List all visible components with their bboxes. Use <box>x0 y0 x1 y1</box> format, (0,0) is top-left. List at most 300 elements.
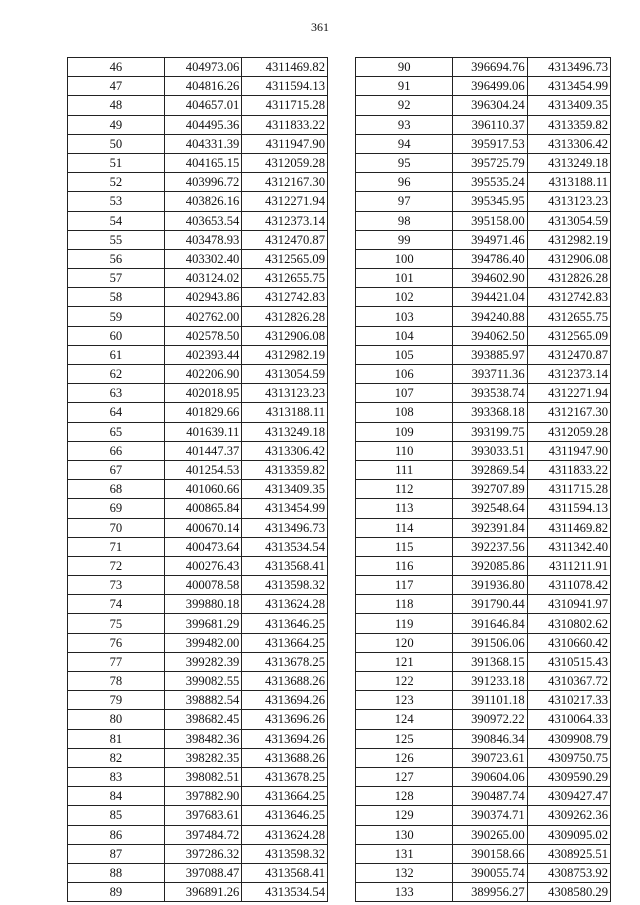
point-number-cell: 127 <box>356 767 453 786</box>
y-coordinate-cell: 4312271.94 <box>527 384 610 403</box>
x-coordinate-cell: 394240.88 <box>453 307 527 326</box>
point-number-cell: 96 <box>356 173 453 192</box>
table-row <box>68 518 328 537</box>
point-number-cell: 118 <box>356 595 453 614</box>
point-number-cell: 109 <box>356 422 453 441</box>
y-coordinate-cell: 4312470.87 <box>242 230 328 249</box>
x-coordinate-cell: 400865.84 <box>164 499 242 518</box>
y-coordinate-cell: 4313534.54 <box>242 537 328 556</box>
y-coordinate-cell: 4313646.25 <box>242 806 328 825</box>
point-number-cell: 132 <box>356 863 453 882</box>
table-row <box>356 460 611 479</box>
point-number-cell: 125 <box>356 729 453 748</box>
y-coordinate-cell: 4313678.25 <box>242 767 328 786</box>
y-coordinate-cell: 4312271.94 <box>242 192 328 211</box>
table-row <box>68 173 328 192</box>
table-row <box>68 806 328 825</box>
y-coordinate-cell: 4311947.90 <box>527 441 610 460</box>
y-coordinate-cell: 4313688.26 <box>242 672 328 691</box>
y-coordinate-cell: 4308580.29 <box>527 883 610 902</box>
x-coordinate-cell: 390374.71 <box>453 806 527 825</box>
x-coordinate-cell: 404495.36 <box>164 115 242 134</box>
x-coordinate-cell: 398882.54 <box>164 691 242 710</box>
y-coordinate-cell: 4313688.26 <box>242 748 328 767</box>
x-coordinate-cell: 392707.89 <box>453 480 527 499</box>
table-row <box>356 77 611 96</box>
point-number-cell: 65 <box>68 422 165 441</box>
point-number-cell: 128 <box>356 787 453 806</box>
point-number-cell: 76 <box>68 633 165 652</box>
x-coordinate-cell: 400473.64 <box>164 537 242 556</box>
table-row <box>68 192 328 211</box>
table-row <box>356 825 611 844</box>
x-coordinate-cell: 397882.90 <box>164 787 242 806</box>
point-number-cell: 88 <box>68 863 165 882</box>
y-coordinate-cell: 4310941.97 <box>527 595 610 614</box>
point-number-cell: 75 <box>68 614 165 633</box>
x-coordinate-cell: 403124.02 <box>164 269 242 288</box>
point-number-cell: 87 <box>68 844 165 863</box>
x-coordinate-cell: 397088.47 <box>164 863 242 882</box>
y-coordinate-cell: 4312373.14 <box>527 365 610 384</box>
table-row <box>356 710 611 729</box>
point-number-cell: 126 <box>356 748 453 767</box>
x-coordinate-cell: 401639.11 <box>164 422 242 441</box>
table-row <box>68 77 328 96</box>
point-number-cell: 58 <box>68 288 165 307</box>
table-row <box>68 652 328 671</box>
y-coordinate-cell: 4309427.47 <box>527 787 610 806</box>
y-coordinate-cell: 4311469.82 <box>527 518 610 537</box>
point-number-cell: 114 <box>356 518 453 537</box>
y-coordinate-cell: 4313664.25 <box>242 787 328 806</box>
y-coordinate-cell: 4311715.28 <box>527 480 610 499</box>
y-coordinate-cell: 4313496.73 <box>242 518 328 537</box>
point-number-cell: 51 <box>68 153 165 172</box>
point-number-cell: 115 <box>356 537 453 556</box>
table-row <box>356 365 611 384</box>
y-coordinate-cell: 4313624.28 <box>242 825 328 844</box>
y-coordinate-cell: 4312906.08 <box>527 249 610 268</box>
y-coordinate-cell: 4312167.30 <box>242 173 328 192</box>
x-coordinate-cell: 404165.15 <box>164 153 242 172</box>
x-coordinate-cell: 396304.24 <box>453 96 527 115</box>
y-coordinate-cell: 4312826.28 <box>527 269 610 288</box>
point-number-cell: 103 <box>356 307 453 326</box>
table-row <box>356 326 611 345</box>
table-row <box>68 134 328 153</box>
table-row <box>68 269 328 288</box>
point-number-cell: 124 <box>356 710 453 729</box>
point-number-cell: 82 <box>68 748 165 767</box>
table-row <box>68 403 328 422</box>
point-number-cell: 119 <box>356 614 453 633</box>
y-coordinate-cell: 4312982.19 <box>242 345 328 364</box>
point-number-cell: 105 <box>356 345 453 364</box>
x-coordinate-cell: 395725.79 <box>453 153 527 172</box>
table-row <box>68 230 328 249</box>
y-coordinate-cell: 4312373.14 <box>242 211 328 230</box>
table-row <box>356 787 611 806</box>
table-row <box>356 614 611 633</box>
y-coordinate-cell: 4308753.92 <box>527 863 610 882</box>
y-coordinate-cell: 4310367.72 <box>527 672 610 691</box>
point-number-cell: 48 <box>68 96 165 115</box>
point-number-cell: 90 <box>356 58 453 77</box>
y-coordinate-cell: 4310217.33 <box>527 691 610 710</box>
x-coordinate-cell: 396694.76 <box>453 58 527 77</box>
table-row <box>68 787 328 806</box>
y-coordinate-cell: 4310660.42 <box>527 633 610 652</box>
y-coordinate-cell: 4309908.79 <box>527 729 610 748</box>
y-coordinate-cell: 4309590.29 <box>527 767 610 786</box>
x-coordinate-cell: 401060.66 <box>164 480 242 499</box>
x-coordinate-cell: 392237.56 <box>453 537 527 556</box>
x-coordinate-cell: 404816.26 <box>164 77 242 96</box>
x-coordinate-cell: 399681.29 <box>164 614 242 633</box>
point-number-cell: 122 <box>356 672 453 691</box>
table-row <box>68 58 328 77</box>
point-number-cell: 120 <box>356 633 453 652</box>
x-coordinate-cell: 398282.35 <box>164 748 242 767</box>
y-coordinate-cell: 4311594.13 <box>242 77 328 96</box>
table-row <box>68 633 328 652</box>
y-coordinate-cell: 4313359.82 <box>242 460 328 479</box>
point-number-cell: 72 <box>68 556 165 575</box>
y-coordinate-cell: 4313054.59 <box>242 365 328 384</box>
table-row <box>356 249 611 268</box>
point-number-cell: 130 <box>356 825 453 844</box>
y-coordinate-cell: 4312059.28 <box>527 422 610 441</box>
x-coordinate-cell: 402578.50 <box>164 326 242 345</box>
table-row <box>68 441 328 460</box>
table-row <box>356 863 611 882</box>
table-row <box>356 633 611 652</box>
y-coordinate-cell: 4309750.75 <box>527 748 610 767</box>
y-coordinate-cell: 4313496.73 <box>527 58 610 77</box>
table-row <box>356 403 611 422</box>
y-coordinate-cell: 4312655.75 <box>527 307 610 326</box>
point-number-cell: 77 <box>68 652 165 671</box>
point-number-cell: 116 <box>356 556 453 575</box>
x-coordinate-cell: 394421.04 <box>453 288 527 307</box>
table-row <box>68 422 328 441</box>
point-number-cell: 63 <box>68 384 165 403</box>
table-row <box>356 576 611 595</box>
table-row <box>68 863 328 882</box>
table-row <box>356 173 611 192</box>
y-coordinate-cell: 4313696.26 <box>242 710 328 729</box>
y-coordinate-cell: 4311594.13 <box>527 499 610 518</box>
x-coordinate-cell: 391506.06 <box>453 633 527 652</box>
y-coordinate-cell: 4311833.22 <box>527 460 610 479</box>
table-row <box>356 269 611 288</box>
point-number-cell: 113 <box>356 499 453 518</box>
table-row <box>356 384 611 403</box>
x-coordinate-cell: 402393.44 <box>164 345 242 364</box>
table-row <box>68 288 328 307</box>
table-row <box>356 518 611 537</box>
y-coordinate-cell: 4313598.32 <box>242 576 328 595</box>
table-row <box>68 249 328 268</box>
table-row <box>356 288 611 307</box>
y-coordinate-cell: 4312742.83 <box>527 288 610 307</box>
table-row <box>68 614 328 633</box>
x-coordinate-cell: 394971.46 <box>453 230 527 249</box>
x-coordinate-cell: 393368.18 <box>453 403 527 422</box>
point-number-cell: 133 <box>356 883 453 902</box>
x-coordinate-cell: 391101.18 <box>453 691 527 710</box>
point-number-cell: 117 <box>356 576 453 595</box>
x-coordinate-cell: 390055.74 <box>453 863 527 882</box>
x-coordinate-cell: 393885.97 <box>453 345 527 364</box>
table-row <box>356 652 611 671</box>
point-number-cell: 100 <box>356 249 453 268</box>
table-row <box>356 115 611 134</box>
table-row <box>356 58 611 77</box>
point-number-cell: 79 <box>68 691 165 710</box>
point-number-cell: 102 <box>356 288 453 307</box>
table-row <box>68 384 328 403</box>
x-coordinate-cell: 403302.40 <box>164 249 242 268</box>
table-row <box>356 691 611 710</box>
y-coordinate-cell: 4311342.40 <box>527 537 610 556</box>
point-number-cell: 94 <box>356 134 453 153</box>
table-body-right <box>356 58 611 902</box>
table-row <box>356 480 611 499</box>
table-row <box>68 556 328 575</box>
table-row <box>356 96 611 115</box>
y-coordinate-cell: 4313249.18 <box>527 153 610 172</box>
x-coordinate-cell: 399482.00 <box>164 633 242 652</box>
x-coordinate-cell: 399880.18 <box>164 595 242 614</box>
point-number-cell: 97 <box>356 192 453 211</box>
point-number-cell: 60 <box>68 326 165 345</box>
point-number-cell: 89 <box>68 883 165 902</box>
y-coordinate-cell: 4312982.19 <box>527 230 610 249</box>
point-number-cell: 129 <box>356 806 453 825</box>
x-coordinate-cell: 397484.72 <box>164 825 242 844</box>
x-coordinate-cell: 392548.64 <box>453 499 527 518</box>
x-coordinate-cell: 403826.16 <box>164 192 242 211</box>
point-number-cell: 85 <box>68 806 165 825</box>
x-coordinate-cell: 403996.72 <box>164 173 242 192</box>
x-coordinate-cell: 398682.45 <box>164 710 242 729</box>
table-row <box>356 153 611 172</box>
point-number-cell: 93 <box>356 115 453 134</box>
x-coordinate-cell: 392085.86 <box>453 556 527 575</box>
table-row <box>68 595 328 614</box>
table-row <box>356 556 611 575</box>
x-coordinate-cell: 401829.66 <box>164 403 242 422</box>
x-coordinate-cell: 396110.37 <box>453 115 527 134</box>
y-coordinate-cell: 4308925.51 <box>527 844 610 863</box>
table-row <box>356 537 611 556</box>
x-coordinate-cell: 403478.93 <box>164 230 242 249</box>
x-coordinate-cell: 393538.74 <box>453 384 527 403</box>
y-coordinate-cell: 4313249.18 <box>242 422 328 441</box>
x-coordinate-cell: 391646.84 <box>453 614 527 633</box>
coordinates-table-left <box>67 57 328 902</box>
table-row <box>68 345 328 364</box>
y-coordinate-cell: 4313359.82 <box>527 115 610 134</box>
point-number-cell: 123 <box>356 691 453 710</box>
x-coordinate-cell: 395535.24 <box>453 173 527 192</box>
y-coordinate-cell: 4312906.08 <box>242 326 328 345</box>
x-coordinate-cell: 404657.01 <box>164 96 242 115</box>
x-coordinate-cell: 398082.51 <box>164 767 242 786</box>
x-coordinate-cell: 392391.84 <box>453 518 527 537</box>
x-coordinate-cell: 402943.86 <box>164 288 242 307</box>
x-coordinate-cell: 404331.39 <box>164 134 242 153</box>
x-coordinate-cell: 403653.54 <box>164 211 242 230</box>
x-coordinate-cell: 393711.36 <box>453 365 527 384</box>
y-coordinate-cell: 4312470.87 <box>527 345 610 364</box>
table-row <box>356 595 611 614</box>
table-row <box>356 499 611 518</box>
y-coordinate-cell: 4310064.33 <box>527 710 610 729</box>
x-coordinate-cell: 402762.00 <box>164 307 242 326</box>
x-coordinate-cell: 390846.34 <box>453 729 527 748</box>
table-row <box>68 211 328 230</box>
point-number-cell: 54 <box>68 211 165 230</box>
x-coordinate-cell: 390604.06 <box>453 767 527 786</box>
x-coordinate-cell: 391368.15 <box>453 652 527 671</box>
point-number-cell: 74 <box>68 595 165 614</box>
table-row <box>356 883 611 902</box>
coordinates-table-right <box>355 57 611 902</box>
point-number-cell: 101 <box>356 269 453 288</box>
table-row <box>68 844 328 863</box>
point-number-cell: 110 <box>356 441 453 460</box>
point-number-cell: 84 <box>68 787 165 806</box>
table-row <box>68 883 328 902</box>
x-coordinate-cell: 394062.50 <box>453 326 527 345</box>
x-coordinate-cell: 400670.14 <box>164 518 242 537</box>
y-coordinate-cell: 4311715.28 <box>242 96 328 115</box>
point-number-cell: 91 <box>356 77 453 96</box>
x-coordinate-cell: 395917.53 <box>453 134 527 153</box>
y-coordinate-cell: 4311833.22 <box>242 115 328 134</box>
point-number-cell: 131 <box>356 844 453 863</box>
table-row <box>68 480 328 499</box>
table-row <box>68 767 328 786</box>
y-coordinate-cell: 4313568.41 <box>242 556 328 575</box>
table-row <box>68 326 328 345</box>
table-row <box>68 825 328 844</box>
point-number-cell: 56 <box>68 249 165 268</box>
x-coordinate-cell: 398482.36 <box>164 729 242 748</box>
x-coordinate-cell: 389956.27 <box>453 883 527 902</box>
y-coordinate-cell: 4313409.35 <box>242 480 328 499</box>
point-number-cell: 99 <box>356 230 453 249</box>
point-number-cell: 69 <box>68 499 165 518</box>
point-number-cell: 59 <box>68 307 165 326</box>
y-coordinate-cell: 4313123.23 <box>527 192 610 211</box>
point-number-cell: 46 <box>68 58 165 77</box>
point-number-cell: 121 <box>356 652 453 671</box>
table-row <box>68 691 328 710</box>
y-coordinate-cell: 4313534.54 <box>242 883 328 902</box>
y-coordinate-cell: 4310515.43 <box>527 652 610 671</box>
table-row <box>356 441 611 460</box>
table-row <box>68 460 328 479</box>
x-coordinate-cell: 404973.06 <box>164 58 242 77</box>
table-row <box>356 192 611 211</box>
x-coordinate-cell: 390972.22 <box>453 710 527 729</box>
point-number-cell: 57 <box>68 269 165 288</box>
table-row <box>68 576 328 595</box>
point-number-cell: 53 <box>68 192 165 211</box>
table-row <box>356 672 611 691</box>
y-coordinate-cell: 4312565.09 <box>527 326 610 345</box>
point-number-cell: 104 <box>356 326 453 345</box>
y-coordinate-cell: 4313054.59 <box>527 211 610 230</box>
table-row <box>68 153 328 172</box>
x-coordinate-cell: 390723.61 <box>453 748 527 767</box>
table-row <box>68 748 328 767</box>
x-coordinate-cell: 400078.58 <box>164 576 242 595</box>
table-row <box>68 307 328 326</box>
table-row <box>68 710 328 729</box>
table-row <box>356 748 611 767</box>
x-coordinate-cell: 394602.90 <box>453 269 527 288</box>
y-coordinate-cell: 4313306.42 <box>527 134 610 153</box>
table-row <box>356 422 611 441</box>
x-coordinate-cell: 401254.53 <box>164 460 242 479</box>
x-coordinate-cell: 390487.74 <box>453 787 527 806</box>
x-coordinate-cell: 402206.90 <box>164 365 242 384</box>
point-number-cell: 81 <box>68 729 165 748</box>
x-coordinate-cell: 400276.43 <box>164 556 242 575</box>
y-coordinate-cell: 4311078.42 <box>527 576 610 595</box>
x-coordinate-cell: 394786.40 <box>453 249 527 268</box>
point-number-cell: 70 <box>68 518 165 537</box>
point-number-cell: 61 <box>68 345 165 364</box>
y-coordinate-cell: 4313598.32 <box>242 844 328 863</box>
table-row <box>68 365 328 384</box>
y-coordinate-cell: 4309262.36 <box>527 806 610 825</box>
y-coordinate-cell: 4312742.83 <box>242 288 328 307</box>
y-coordinate-cell: 4313306.42 <box>242 441 328 460</box>
table-row <box>356 729 611 748</box>
y-coordinate-cell: 4313646.25 <box>242 614 328 633</box>
point-number-cell: 78 <box>68 672 165 691</box>
y-coordinate-cell: 4312826.28 <box>242 307 328 326</box>
point-number-cell: 95 <box>356 153 453 172</box>
y-coordinate-cell: 4313454.99 <box>527 77 610 96</box>
y-coordinate-cell: 4312565.09 <box>242 249 328 268</box>
y-coordinate-cell: 4309095.02 <box>527 825 610 844</box>
table-row <box>68 537 328 556</box>
point-number-cell: 62 <box>68 365 165 384</box>
x-coordinate-cell: 390158.66 <box>453 844 527 863</box>
y-coordinate-cell: 4310802.62 <box>527 614 610 633</box>
table-row <box>356 307 611 326</box>
x-coordinate-cell: 393199.75 <box>453 422 527 441</box>
y-coordinate-cell: 4313694.26 <box>242 729 328 748</box>
x-coordinate-cell: 399282.39 <box>164 652 242 671</box>
x-coordinate-cell: 395345.95 <box>453 192 527 211</box>
point-number-cell: 80 <box>68 710 165 729</box>
table-row <box>68 672 328 691</box>
point-number-cell: 106 <box>356 365 453 384</box>
point-number-cell: 49 <box>68 115 165 134</box>
point-number-cell: 68 <box>68 480 165 499</box>
point-number-cell: 107 <box>356 384 453 403</box>
table-row <box>356 806 611 825</box>
point-number-cell: 111 <box>356 460 453 479</box>
